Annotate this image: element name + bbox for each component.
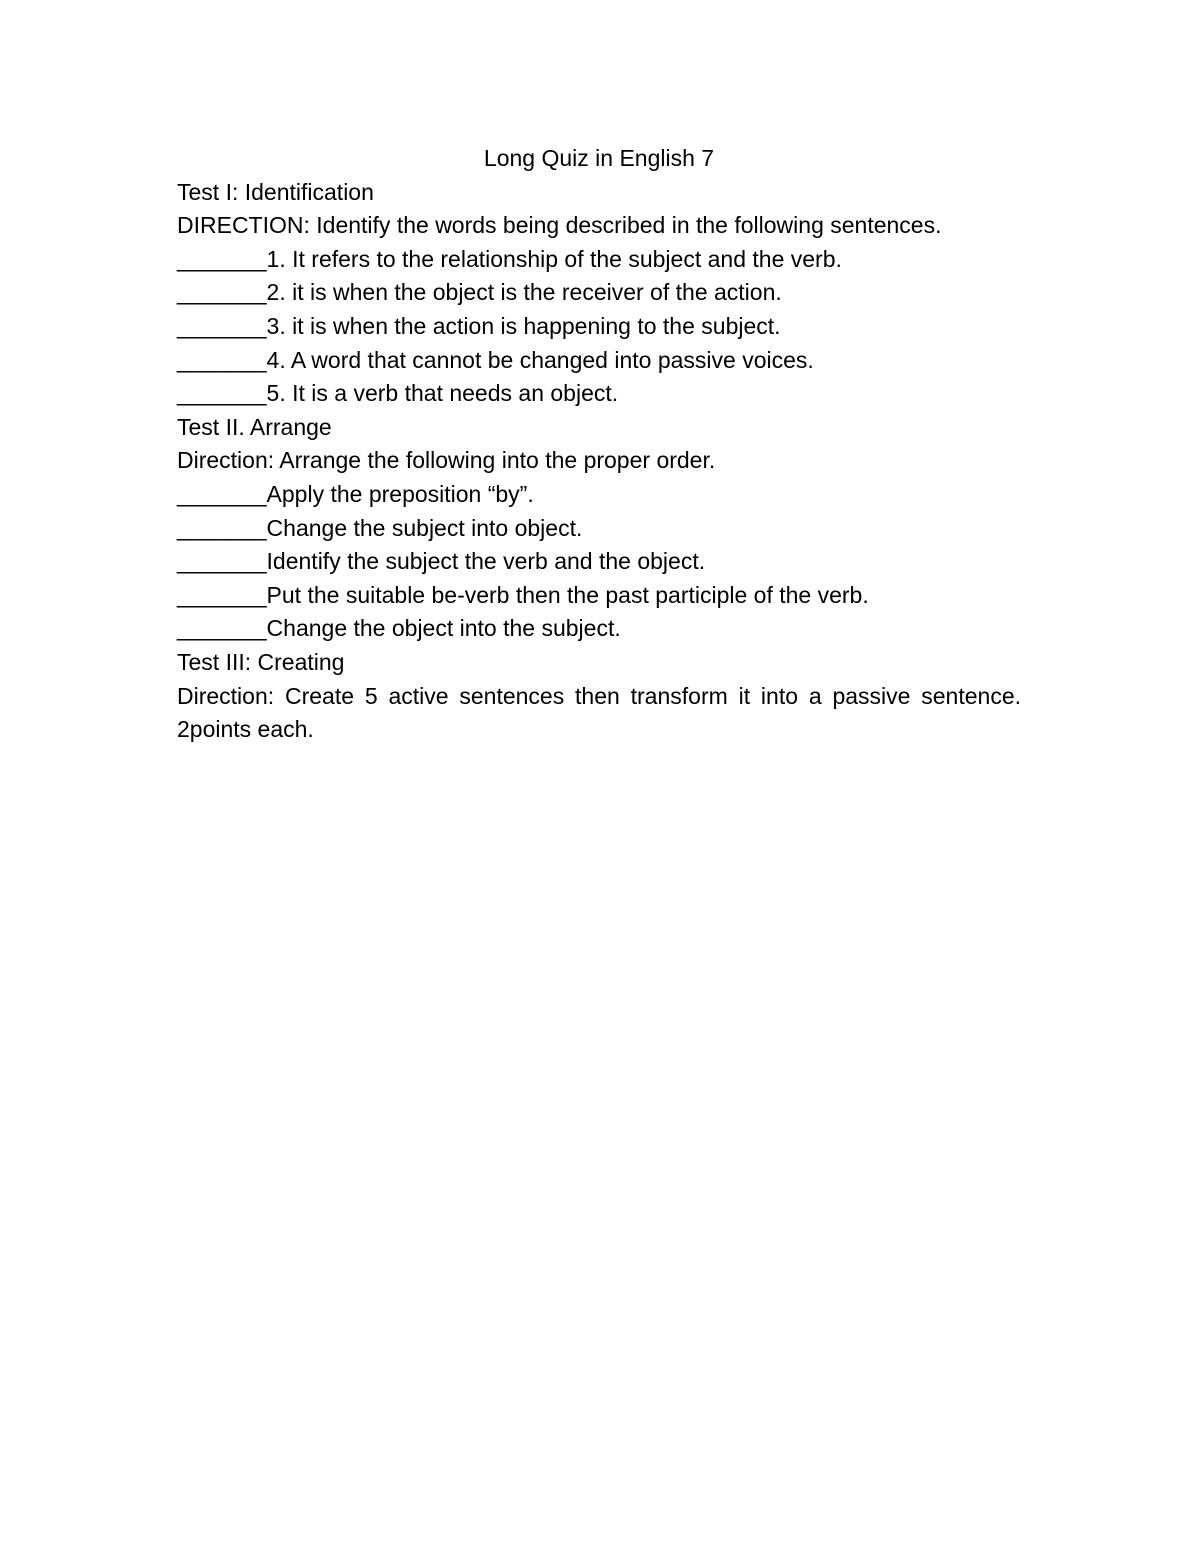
test2-item-4: _______Put the suitable be-verb then the past participle of the verb. (177, 581, 869, 608)
test1-heading: Test I: Identification (177, 178, 374, 205)
test1-item-3: _______3. it is when the action is happening to the subject. (177, 312, 781, 339)
test1-item-5: _______5. It is a verb that needs an object. (177, 380, 619, 407)
test2-item-3: _______Identify the subject the verb and the object. (177, 548, 706, 575)
test1-item-2: _______2. it is when the object is the receiver of the action. (177, 279, 782, 306)
test2-item-1: _______Apply the preposition “by”. (177, 480, 534, 507)
test1-item-1: _______1. It refers to the relationship of the subject and the verb. (177, 245, 842, 272)
test2-direction: Direction: Arrange the following into the proper order. (177, 447, 716, 474)
test2-item-5: _______Change the object into the subject. (177, 615, 621, 642)
test2-item-2: _______Change the subject into object. (177, 514, 583, 541)
test3-direction: Direction: Create 5 active sentences then transform it into a passive sentence. 2points each. (177, 682, 1021, 743)
test1-item-4: _______4. A word that cannot be changed into passive voices. (177, 346, 814, 373)
test1-direction: DIRECTION: Identify the words being described in the following sentences. (177, 212, 942, 239)
test3-heading: Test III: Creating (177, 648, 345, 675)
document-title: Long Quiz in English 7 (483, 145, 715, 171)
test2-heading: Test II. Arrange (177, 413, 332, 440)
document-content (177, 142, 1021, 747)
